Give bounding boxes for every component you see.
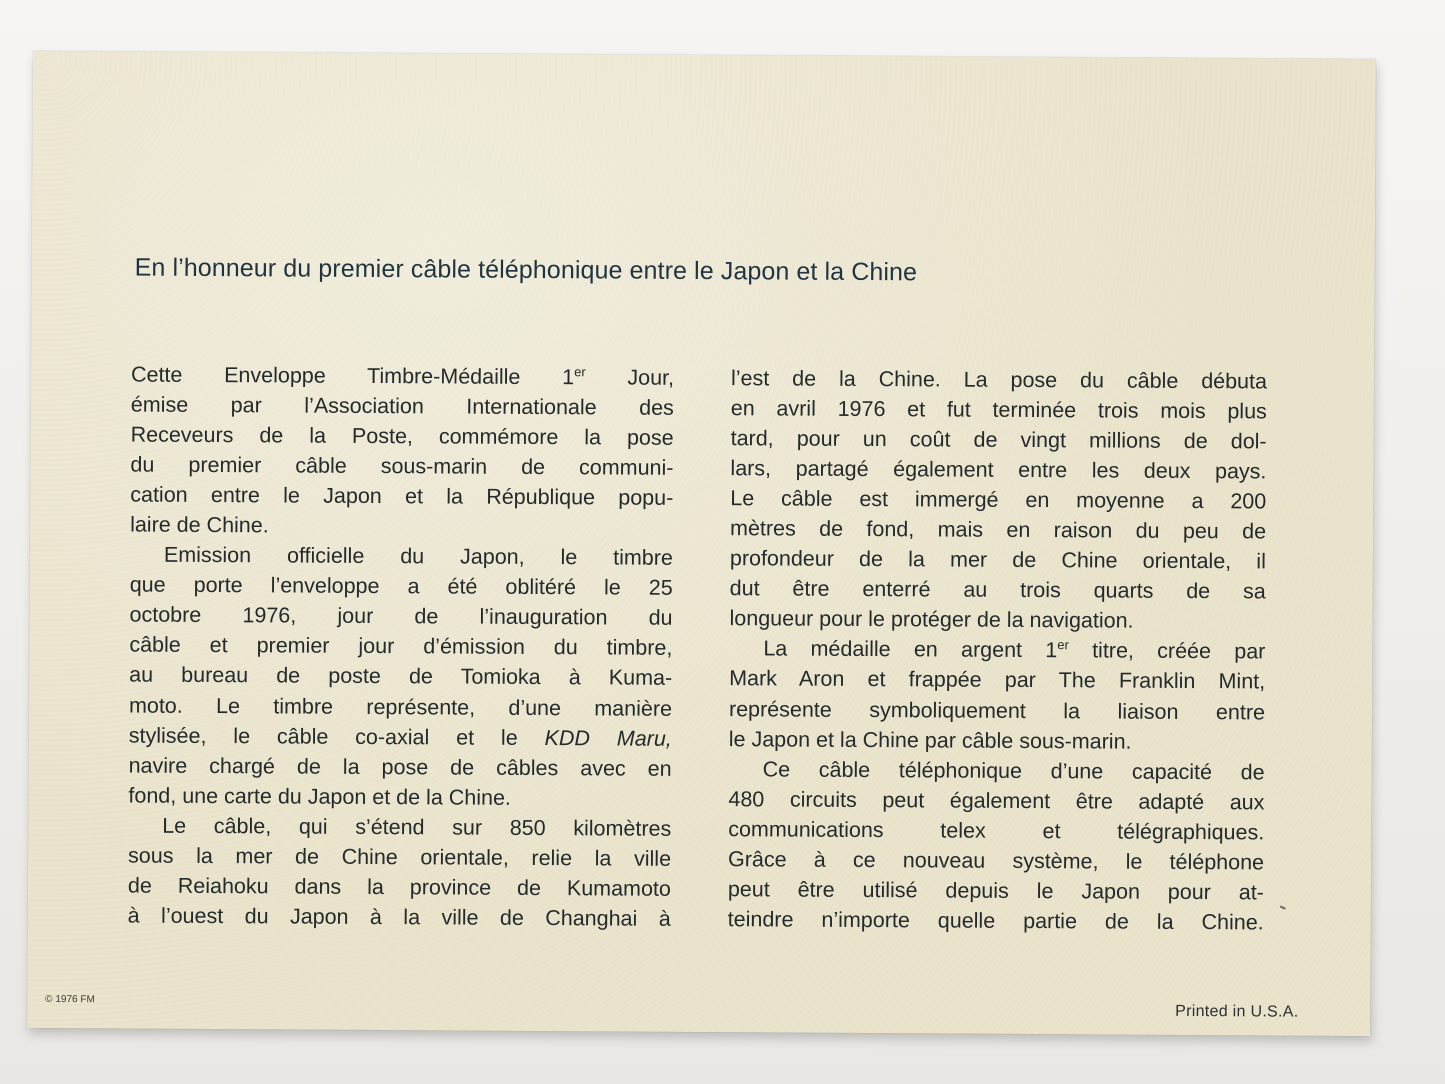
right-text-column: [728, 363, 1267, 937]
superscript: er: [1057, 637, 1069, 653]
text-line: Emission officielle du Japon, le timbre: [163, 542, 673, 571]
text-line: Mark Aron et frappée par The Franklin Mint,: [729, 666, 1266, 694]
insert-card: [27, 51, 1376, 1036]
text-line: émise par l’Association Internationale des: [130, 392, 674, 420]
text-fragment: stylisée, le câble co-axial et le: [128, 723, 545, 750]
text-line: fond, une carte du Japon et de la Chine.: [128, 783, 512, 810]
text-line: moto. Le timbre représente, d’une manière: [128, 693, 673, 721]
text-fragment: Jour,: [585, 365, 675, 390]
text-line: représente symboliquement la liaison entre: [728, 696, 1266, 724]
text-line: Receveurs de la Poste, commémore la pose: [130, 422, 674, 450]
text-line: de Reiahoku dans la province de Kumamoto: [127, 873, 671, 901]
text-line: sous la mer de Chine orientale, relie la ville: [128, 843, 672, 871]
text-fragment: titre, créée par: [1068, 638, 1266, 664]
text-line: lars, partagé également entre les deux pays.: [730, 456, 1267, 484]
text-line: [729, 634, 1265, 667]
text-line: navire chargé de la pose de câbles avec en: [128, 753, 672, 781]
text-line: l’est de la Chine. La pose du câble débuta: [730, 366, 1268, 394]
text-line: Le câble, qui s’étend sur 850 kilomètres: [162, 813, 672, 841]
text-line: profondeur de la mer de Chine orientale, il: [729, 546, 1266, 574]
text-line: que porte l’enveloppe a été oblitéré le 25: [129, 572, 673, 601]
text-line: Grâce à ce nouveau système, le téléphone: [728, 846, 1265, 875]
text-line: Le câble est immergé en moyenne a 200: [730, 486, 1267, 514]
text-line: le Japon et la Chine par câble sous-marin.: [728, 726, 1132, 754]
printed-in-notice: Printed in U.S.A.: [1175, 1002, 1299, 1021]
ship-name: KDD Maru,: [544, 725, 672, 751]
text-line: mètres de fond, mais en raison du peu de: [730, 516, 1267, 544]
text-line: longueur pour le protéger de la navigation.: [729, 606, 1134, 634]
text-line: peut être utilisé depuis le Japon pour at-: [727, 876, 1264, 905]
text-line: câble et premier jour d’émission du timbre,: [129, 632, 673, 661]
text-line: [131, 360, 674, 393]
text-line: du premier câble sous-marin de communi-: [130, 452, 674, 480]
text-line: cation entre le Japon et la République popu-: [130, 482, 674, 511]
text-fragment: La médaille en argent 1: [763, 636, 1058, 663]
card-title: En l’honneur du premier câble téléphonique entre le Japon et la Chine: [134, 253, 918, 287]
text-line: laire de Chine.: [130, 512, 269, 538]
left-text-column: [128, 360, 674, 934]
text-line: 480 circuits peut également être adapté aux: [728, 786, 1265, 815]
text-fragment: Cette Enveloppe Timbre-Médaille 1: [130, 362, 575, 390]
text-line: tard, pour un coût de vingt millions de dol-: [730, 426, 1267, 454]
text-line: communications telex et télégraphiques.: [728, 816, 1265, 845]
text-line: en avril 1976 et fut terminée trois mois plus: [730, 396, 1267, 424]
text-line: Ce câble téléphonique d’une capacité de: [762, 756, 1265, 785]
paper-speck: [1280, 905, 1286, 909]
text-line: à l’ouest du Japon à la ville de Changhai à: [127, 903, 671, 931]
text-line: dut être enterré au trois quarts de sa: [729, 576, 1266, 604]
text-line: [129, 720, 672, 753]
text-line: teindre n’importe quelle partie de la Chine.: [727, 907, 1264, 935]
copyright-notice: © 1976 FM: [45, 993, 95, 1006]
text-line: octobre 1976, jour de l’inauguration du: [129, 602, 673, 631]
superscript: er: [574, 364, 586, 380]
text-line: au bureau de poste de Tomioka à Kuma-: [129, 662, 673, 691]
